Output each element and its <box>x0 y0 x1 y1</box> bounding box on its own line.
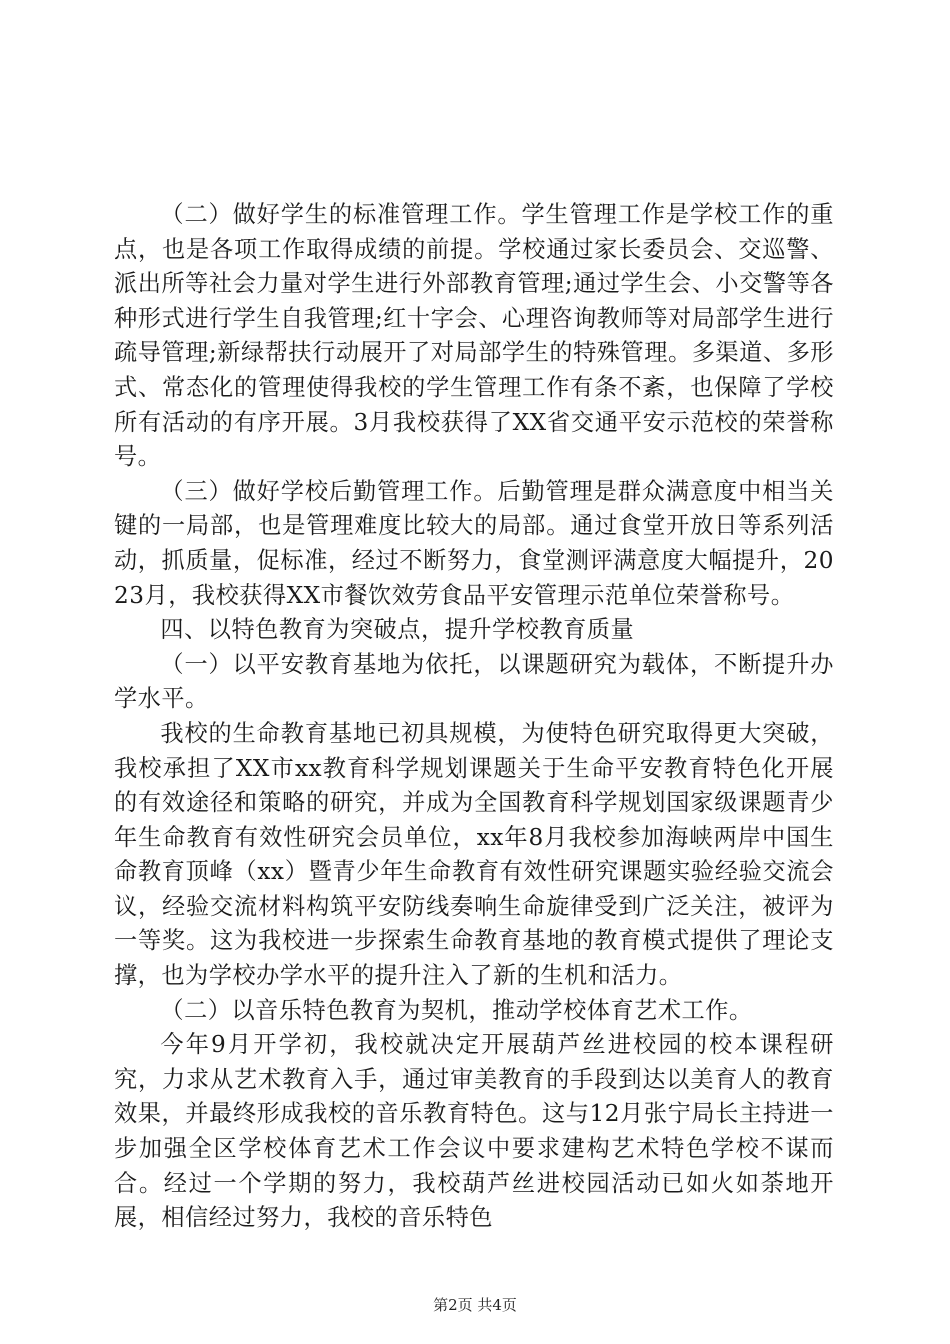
subheading-safety-education: （一）以平安教育基地为依托，以课题研究为载体，不断提升办学水平。 <box>114 650 834 713</box>
subheading-music-education: （二）以音乐特色教育为契机，推动学校体育艺术工作。 <box>160 996 753 1024</box>
paragraph-logistics-management: （三）做好学校后勤管理工作。后勤管理是群众满意度中相当关键的一局部，也是管理难度比较大的局部。通过食堂开放日等系列活动，抓质量，促标准，经过不断努力，食堂测评满意度大幅提升，2023月，我校获得XX市餐饮效劳食品平安管理示范单位荣誉称号。 <box>114 477 834 609</box>
paragraph-life-education-base: 我校的生命教育基地已初具规模，为使特色研究取得更大突破，我校承担了XX市xx教育科学规划课题关于生命平安教育特色化开展的有效途径和策略的研究，并成为全国教育科学规划国家级课题青少年生命教育有效性研究会员单位，xx年8月我校参加海峡两岸中国生命教育顶峰（xx）暨青少年生命教育有效性研究课题实验经验交流会议，经验交流材料构筑平安防线奏响生命旋律受到广泛关注，被评为一等奖。这为我校进一步探索生命教育基地的教育模式提供了理论支撑，也为学校办学水平的提升注入了新的生机和活力。 <box>114 719 834 990</box>
page-number-footer: 第2页 共4页 <box>433 1296 517 1314</box>
paragraph-student-management: （二）做好学生的标准管理工作。学生管理工作是学校工作的重点，也是各项工作取得成绩的前提。学校通过家长委员会、交巡警、派出所等社会力量对学生进行外部教育管理;通过学生会、小交警等各种形式进行学生自我管理;红十字会、心理咨询教师等对局部学生进行疏导管理;新绿帮扶行动展开了对局部学生的特殊管理。多渠道、多形式、常态化的管理使得我校的学生管理工作有条不紊，也保障了学校所有活动的有序开展。3月我校获得了XX省交通平安示范校的荣誉称号。 <box>114 201 834 471</box>
section-heading-special-education: 四、以特色教育为突破点，提升学校教育质量 <box>160 616 635 644</box>
paragraph-hulusi-program: 今年9月开学初，我校就决定开展葫芦丝进校园的校本课程研究，力求从艺术教育入手，通过审美教育的手段到达以美育人的教育效果，并最终形成我校的音乐教育特色。这与12月张宁局长主持进一步加强全区学校体育艺术工作会议中要求建构艺术特色学校不谋而合。经过一个学期的努力，我校葫芦丝进校园活动已如火如荼地开展，相信经过努力，我校的音乐特色 <box>114 1031 834 1232</box>
document-body <box>114 198 834 1236</box>
